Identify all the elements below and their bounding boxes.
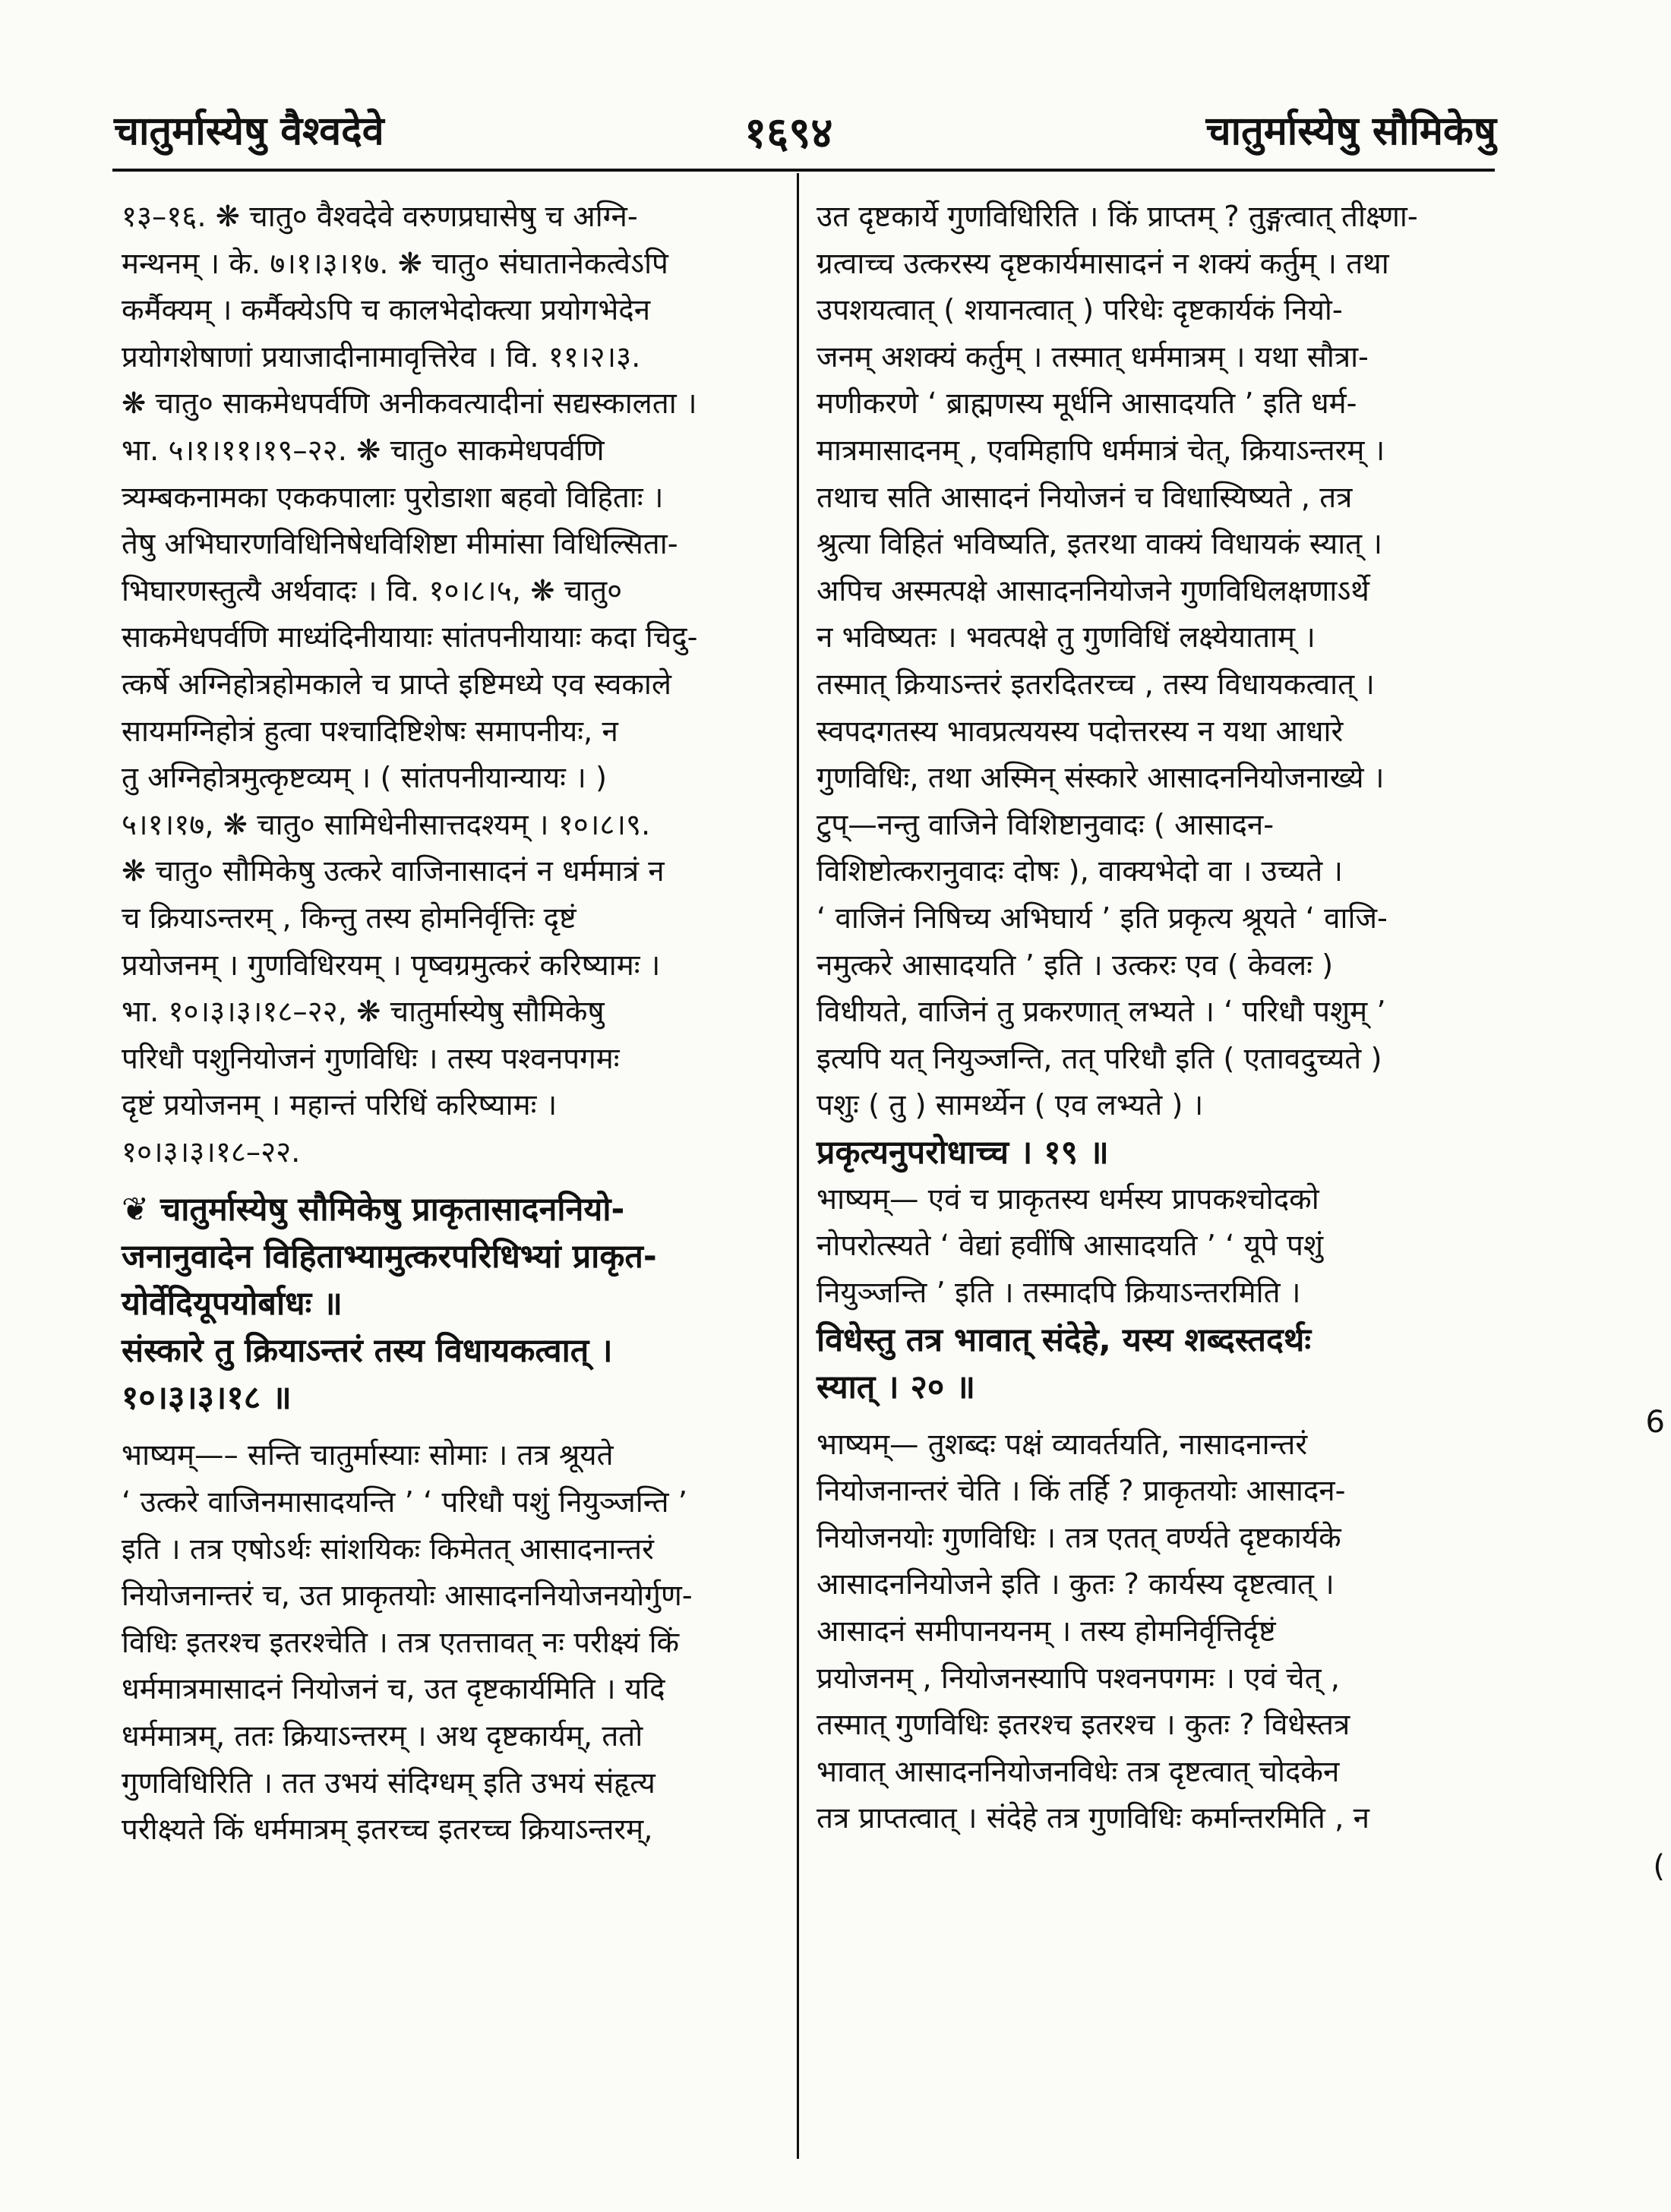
header-rule — [112, 169, 1495, 172]
text-line: आसादननियोजने इति । कुतः ? कार्यस्य दृष्टत्वात् । — [817, 1567, 1335, 1602]
text-line: उत दृष्टकार्ये गुणविधिरिति । किं प्राप्तम् ? तुङ्गत्वात् तीक्ष्णा- — [817, 200, 1418, 234]
column-divider — [797, 173, 799, 2159]
sutra-line: १०।३।३।१८ ॥ — [122, 1379, 292, 1418]
text-line: कर्मैक्यम् । कर्मैक्येऽपि च कालभेदोक्त्या प्रयोगभेदेन — [122, 293, 651, 328]
text-line: नियोजनान्तरं च, उत प्राकृतयोः आसादननियोजनयोर्गुण- — [122, 1579, 693, 1614]
text-line: धर्ममात्रम्, ततः क्रियाऽन्तरम् । अथ दृष्टकार्यम्, ततो — [122, 1719, 643, 1754]
text-line: विशिष्टोत्करानुवादः दोषः ), वाक्यभेदो वा । उच्यते । — [817, 854, 1343, 889]
right-column — [817, 194, 1470, 1842]
text-line: तथाच सति आसादनं नियोजनं च विधास्यिष्यते , तत्र — [817, 480, 1353, 515]
text-line: विधीयते, वाजिनं तु प्रकरणात् लभ्यते । ‘ परिधौ पशुम् ’ — [817, 995, 1386, 1030]
text-line: ‘ उत्करे वाजिनमासादयन्ति ’ ‘ परिधौ पशुं नियुञ्जन्ति ’ — [122, 1485, 688, 1520]
text-line: भावात् आसादननियोजनविधेः तत्र दृष्टत्वात् चोदकेन — [817, 1754, 1340, 1789]
text-line: उपशयत्वात् ( शयानत्वात् ) परिधेः दृष्टकार्यकं नियो- — [817, 293, 1343, 328]
text-line: आसादनं समीपानयनम् । तस्य होमनिर्वृत्तिर्दृष्टं — [817, 1614, 1276, 1649]
text-line: प्रयोजनम् , नियोजनस्यापि पश्वनपगमः । एवं चेत् , — [817, 1661, 1341, 1696]
text-line: इत्यपि यत् नियुञ्जन्ति, तत् परिधौ इति ( एतावदुच्यते ) — [817, 1041, 1382, 1076]
text-line: दृष्टं प्रयोजनम् । महान्तं परिधिं करिष्यामः । — [122, 1088, 558, 1123]
text-line: भा. १०।३।३।१८–२२, ❋ चातुर्मास्येषु सौमिकेषु — [122, 995, 605, 1030]
text-line: नोपरोत्स्यते ‘ वेद्यां हवींषि आसादयति ’ ‘ यूपे पशुं — [817, 1229, 1324, 1264]
text-line: तु अग्निहोत्रमुत्कृष्टव्यम् । ( सांतपनीयान्यायः । ) — [122, 761, 608, 796]
sutra-line: जनानुवादेन विहिताभ्यामुत्करपरिधिभ्यां प्राकृत- — [122, 1238, 657, 1276]
text-line: ❋ चातु० सौमिकेषु उत्करे वाजिनासादनं न धर्ममात्रं न — [122, 854, 665, 889]
text-line: त्कर्षे अग्निहोत्रहोमकाले च प्राप्ते इष्टिमध्ये एव स्वकाले — [122, 667, 672, 702]
text-line: तेषु अभिघारणविधिनिषेधविशिष्टा मीमांसा विधिल्सिता- — [122, 527, 678, 562]
text-line: नियोजनयोः गुणविधिः । तत्र एतत् वर्ण्यते दृष्टकार्यके — [817, 1520, 1341, 1555]
sutra-line: प्रकृत्यनुपरोधाच्च । १९ ॥ — [817, 1133, 1109, 1172]
text-line: १०।३।३।१८–२२. — [122, 1134, 301, 1169]
text-line: ❋ चातु० साकमेधपर्वणि अनीकवत्यादीनां सद्यस्कालता । — [122, 387, 697, 421]
text-line: नियोजनान्तरं चेति । किं तर्हि ? प्राकृतयोः आसादन- — [817, 1474, 1346, 1509]
sutra-line: संस्कारे तु क्रियाऽन्तरं तस्य विधायकत्वात् । — [122, 1332, 613, 1371]
sutra-line: स्यात् । २० ॥ — [817, 1368, 975, 1406]
text-line: विधिः इतरश्च इतरश्चेति । तत्र एतत्तावत् नः परीक्ष्यं किं — [122, 1625, 680, 1660]
paragraph-gap — [122, 1175, 775, 1186]
text-line: मात्रमासादनम् , एवमिहापि धर्ममात्रं चेत्, क्रियाऽन्तरम् । — [817, 433, 1385, 468]
text-line: साकमेधपर्वणि माध्यंदिनीयायाः सांतपनीयायाः कदा चिदु- — [122, 620, 698, 655]
text-line: तस्मात् क्रियाऽन्तरं इतरदितरच्च , तस्य विधायकत्वात् । — [817, 667, 1375, 702]
text-line: १३–१६. ❋ चातु० वैश्वदेवे वरुणप्रघासेषु च अग्नि- — [122, 200, 638, 234]
text-line: टुप्—नन्तु वाजिने विशिष्टानुवादः ( आसादन- — [817, 807, 1275, 842]
text-line: भा. ५।१।११।१९–२२. ❋ चातु० साकमेधपर्वणि — [122, 433, 605, 468]
text-line: श्रुत्या विहितं भविष्यति, इतरथा वाक्यं विधायकं स्यात् । — [817, 527, 1382, 562]
text-line: जनम् अशक्यं कर्तुम् । तस्मात् धर्ममात्रम् । यथा सौत्रा- — [817, 339, 1369, 374]
text-line: तत्र प्राप्तत्वात् । संदेहे तत्र गुणविधिः कर्मान्तरमिति , न — [817, 1801, 1369, 1836]
text-line: स्वपदगतस्य भावप्रत्ययस्य पदोत्तरस्य न यथा आधारे — [817, 714, 1344, 749]
text-line: भिघारणस्तुत्यै अर्थवादः । वि. १०।८।५, ❋ चातु० — [122, 573, 623, 608]
text-line: भाष्यम्— तुशब्दः पक्षं व्यावर्तयति, नासादनान्तरं — [817, 1427, 1308, 1462]
paragraph-gap — [817, 1411, 1470, 1422]
text-line: ग्रत्वाच्च उत्करस्य दृष्टकार्यमासादनं न शक्यं कर्तुम् । तथा — [817, 246, 1389, 281]
paragraph-gap — [122, 1422, 775, 1432]
text-line: प्रयोगशेषाणां प्रयाजादीनामावृत्तिरेव । वि. ११।२।३. — [122, 339, 641, 374]
text-line: प्रयोजनम् । गुणविधिरयम् । पृष्वग्रमुत्करं करिष्यामः । — [122, 948, 661, 983]
text-line: धर्ममात्रमासादनं नियोजनं च, उत दृष्टकार्यमिति । यदि — [122, 1672, 665, 1707]
running-header-right: चातुर्मास्येषु सौमिकेषु — [1205, 109, 1496, 154]
page-number: १६९४ — [744, 109, 833, 158]
sutra-line: योर्वेदियूपयोर्बाधः ॥ — [122, 1285, 343, 1324]
margin-mark: 6 — [1645, 1405, 1665, 1440]
text-line: मणीकरणे ‘ ब्राह्मणस्य मूर्धनि आसादयति ’ इति धर्म- — [817, 387, 1357, 421]
text-line: सायमग्निहोत्रं हुत्वा पश्चादिष्टिशेषः समापनीयः, न — [122, 714, 618, 749]
text-line: गुणविधिरिति । तत उभयं संदिग्धम् इति उभयं संहृत्य — [122, 1765, 655, 1800]
sutra-line: विधेस्तु तत्र भावात् संदेहे, यस्य शब्दस्तदर्थः — [817, 1321, 1312, 1359]
text-line: भाष्यम्— एवं च प्राकृतस्य धर्मस्य प्रापकश्चोदको — [817, 1182, 1319, 1216]
text-line: च क्रियाऽन्तरम् , किन्तु तस्य होमनिर्वृत्तिः दृष्टं — [122, 901, 576, 936]
text-line: भाष्यम्—– सन्ति चातुर्मास्याः सोमाः । तत्र श्रूयते — [122, 1438, 614, 1473]
margin-mark: ( — [1653, 1849, 1665, 1884]
text-line: नियुञ्जन्ति ’ इति । तस्मादपि क्रियाऽन्तरमिति । — [817, 1276, 1301, 1311]
text-line: परिधौ पशुनियोजनं गुणविधिः । तस्य पश्वनपगमः — [122, 1041, 620, 1076]
running-header-left: चातुर्मास्येषु वैश्वदेवे — [114, 109, 384, 154]
text-line: नमुत्करे आसादयति ’ इति । उत्करः एव ( केवलः ) — [817, 948, 1334, 983]
text-line: इति । तत्र एषोऽर्थः सांशयिकः किमेतत् आसादनान्तरं — [122, 1532, 654, 1567]
sutra-line: ❦ चातुर्मास्येषु सौमिकेषु प्राकृतासादननियो- — [122, 1191, 625, 1229]
text-line: न भविष्यतः । भवत्पक्षे तु गुणविधिं लक्ष्येयाताम् । — [817, 620, 1316, 655]
text-line: मन्थनम् । के. ७।१।३।१७. ❋ चातु० संघातानेकत्वेऽपि — [122, 246, 668, 281]
text-line: गुणविधिः, तथा अस्मिन् संस्कारे आसादननियोजनाख्ये । — [817, 761, 1385, 796]
left-column — [122, 194, 775, 1854]
text-line: अपिच अस्मत्पक्षे आसादननियोजने गुणविधिलक्षणाऽर्थे — [817, 573, 1369, 608]
text-line: पशुः ( तु ) सामर्थ्येन ( एव लभ्यते ) । — [817, 1088, 1204, 1123]
text-line: परीक्ष्यते किं धर्ममात्रम् इतरच्च इतरच्च क्रियाऽन्तरम्, — [122, 1813, 653, 1848]
text-line: ‘ वाजिनं निषिच्य अभिघार्य ’ इति प्रकृत्य श्रूयते ‘ वाजि- — [817, 901, 1388, 936]
text-line: तस्मात् गुणविधिः इतरश्च इतरश्च । कुतः ? विधेस्तत्र — [817, 1708, 1350, 1743]
text-line: ५।१।१७, ❋ चातु० सामिधेनीसात्तदश्यम् । १०।८।९. — [122, 807, 651, 842]
text-line: त्र्यम्बकनामका एककपालाः पुरोडाशा बहवो विहिताः । — [122, 480, 664, 515]
